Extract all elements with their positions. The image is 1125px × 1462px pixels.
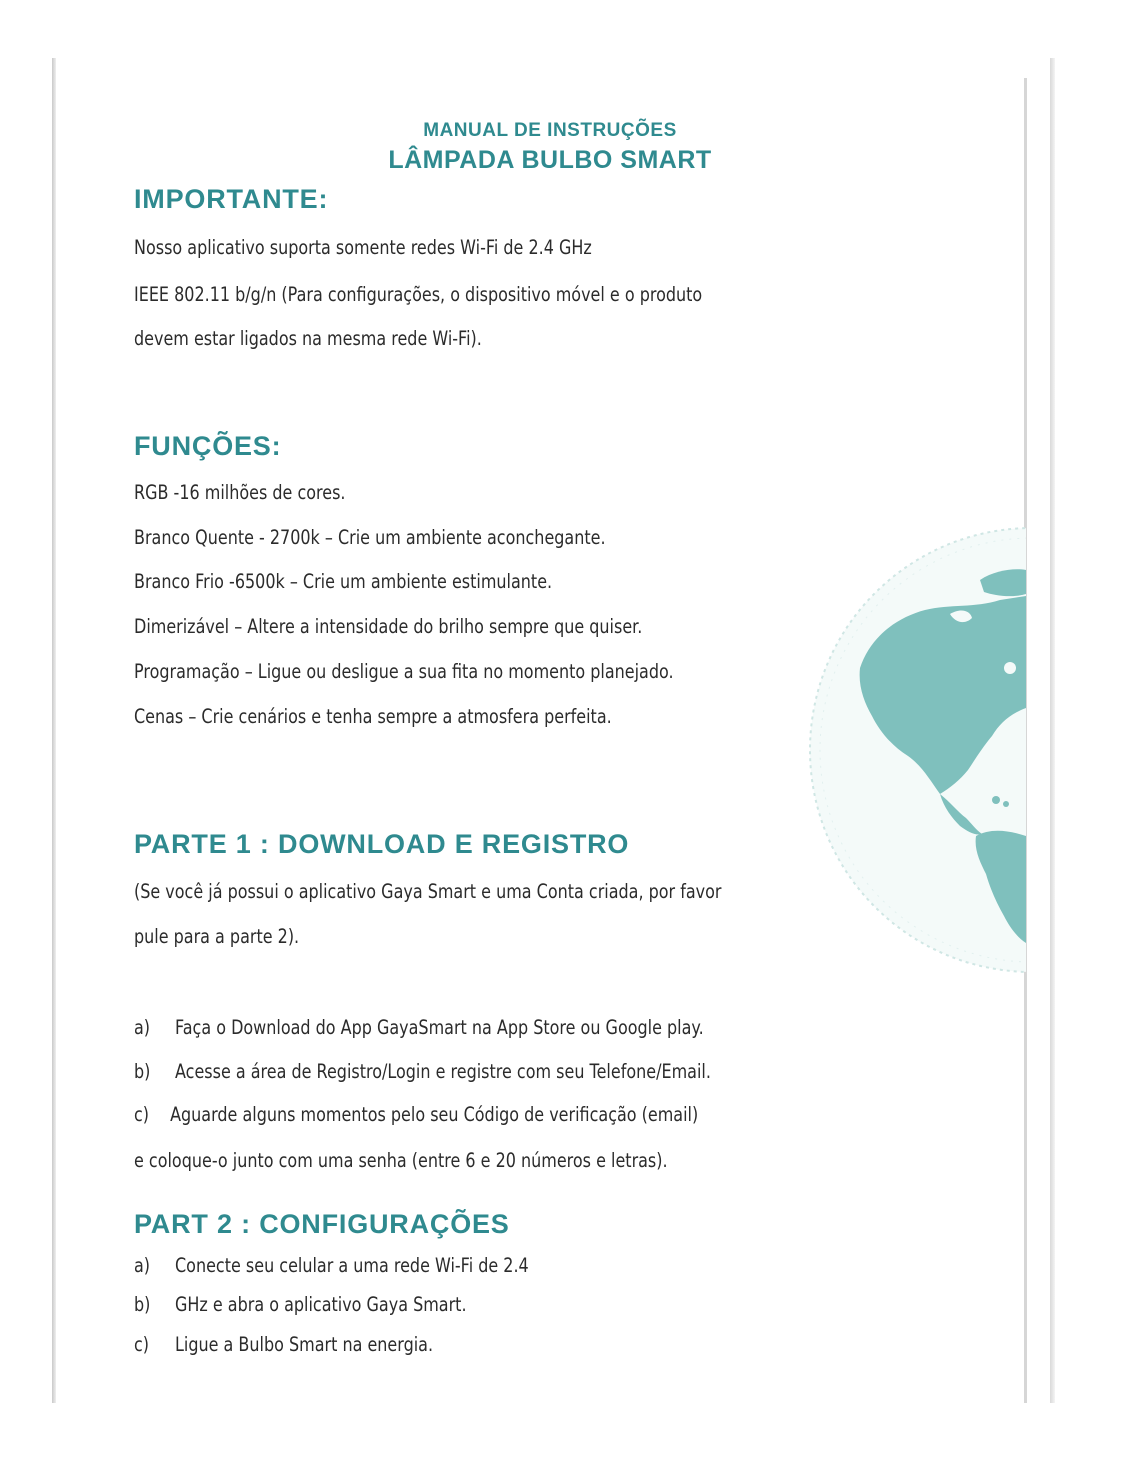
importante-line: devem estar ligados na mesma rede Wi-Fi). [134, 327, 482, 350]
step-text: Ligue a Bulbo Smart na energia. [175, 1333, 434, 1356]
step-text: Conecte seu celular a uma rede Wi-Fi de 2.4 [175, 1254, 529, 1277]
step-marker: b) [134, 1060, 151, 1083]
step-text: Acesse a área de Registro/Login e registre com seu Telefone/Email. [175, 1060, 711, 1083]
step-marker: a) [134, 1254, 151, 1277]
funcao-line: Branco Quente - 2700k – Crie um ambiente aconchegante. [134, 526, 606, 549]
funcao-line: Branco Frio -6500k – Crie um ambiente estimulante. [134, 570, 553, 593]
manual-title: MANUAL DE INSTRUÇÕES [423, 120, 677, 141]
importante-heading: IMPORTANTE: [134, 184, 329, 214]
step-marker: c) [134, 1103, 150, 1126]
parte1-intro: (Se você já possui o aplicativo Gaya Smart e uma Conta criada, por favor [134, 880, 722, 903]
importante-line: Nosso aplicativo suporta somente redes Wi-Fi de 2.4 GHz [134, 236, 592, 259]
funcao-line: RGB -16 milhões de cores. [134, 481, 346, 504]
funcao-line: Dimerizável – Altere a intensidade do brilho sempre que quiser. [134, 615, 643, 638]
parte1-continuation: e coloque-o junto com uma senha (entre 6 e 20 números e letras). [134, 1149, 668, 1172]
step-marker: b) [134, 1293, 151, 1316]
step-text: Faça o Download do App GayaSmart na App Store ou Google play. [175, 1016, 704, 1039]
parte1-step [134, 1103, 698, 1126]
funcao-line: Cenas – Crie cenários e tenha sempre a atmosfera perfeita. [134, 705, 612, 728]
funcao-line: Programação – Ligue ou desligue a sua fita no momento planejado. [134, 660, 674, 683]
parte2-step [134, 1333, 433, 1356]
parte2-step [134, 1293, 467, 1316]
parte1-heading: PARTE 1 : DOWNLOAD E REGISTRO [134, 829, 630, 859]
funcoes-heading: FUNÇÕES: [134, 431, 282, 461]
parte2-heading: PART 2 : CONFIGURAÇÕES [134, 1209, 510, 1239]
product-title: LÂMPADA BULBO SMART [388, 146, 712, 174]
step-text: Aguarde alguns momentos pelo seu Código de verificação (email) [170, 1103, 699, 1126]
parte1-step [134, 1060, 711, 1083]
parte2-step [134, 1254, 529, 1277]
parte1-step [134, 1016, 704, 1039]
step-marker: a) [134, 1016, 151, 1039]
step-marker: c) [134, 1333, 150, 1356]
step-text: GHz e abra o aplicativo Gaya Smart. [175, 1293, 467, 1316]
parte1-intro: pule para a parte 2). [134, 925, 300, 948]
importante-line: IEEE 802.11 b/g/n (Para configurações, o dispositivo móvel e o produto [134, 283, 703, 306]
